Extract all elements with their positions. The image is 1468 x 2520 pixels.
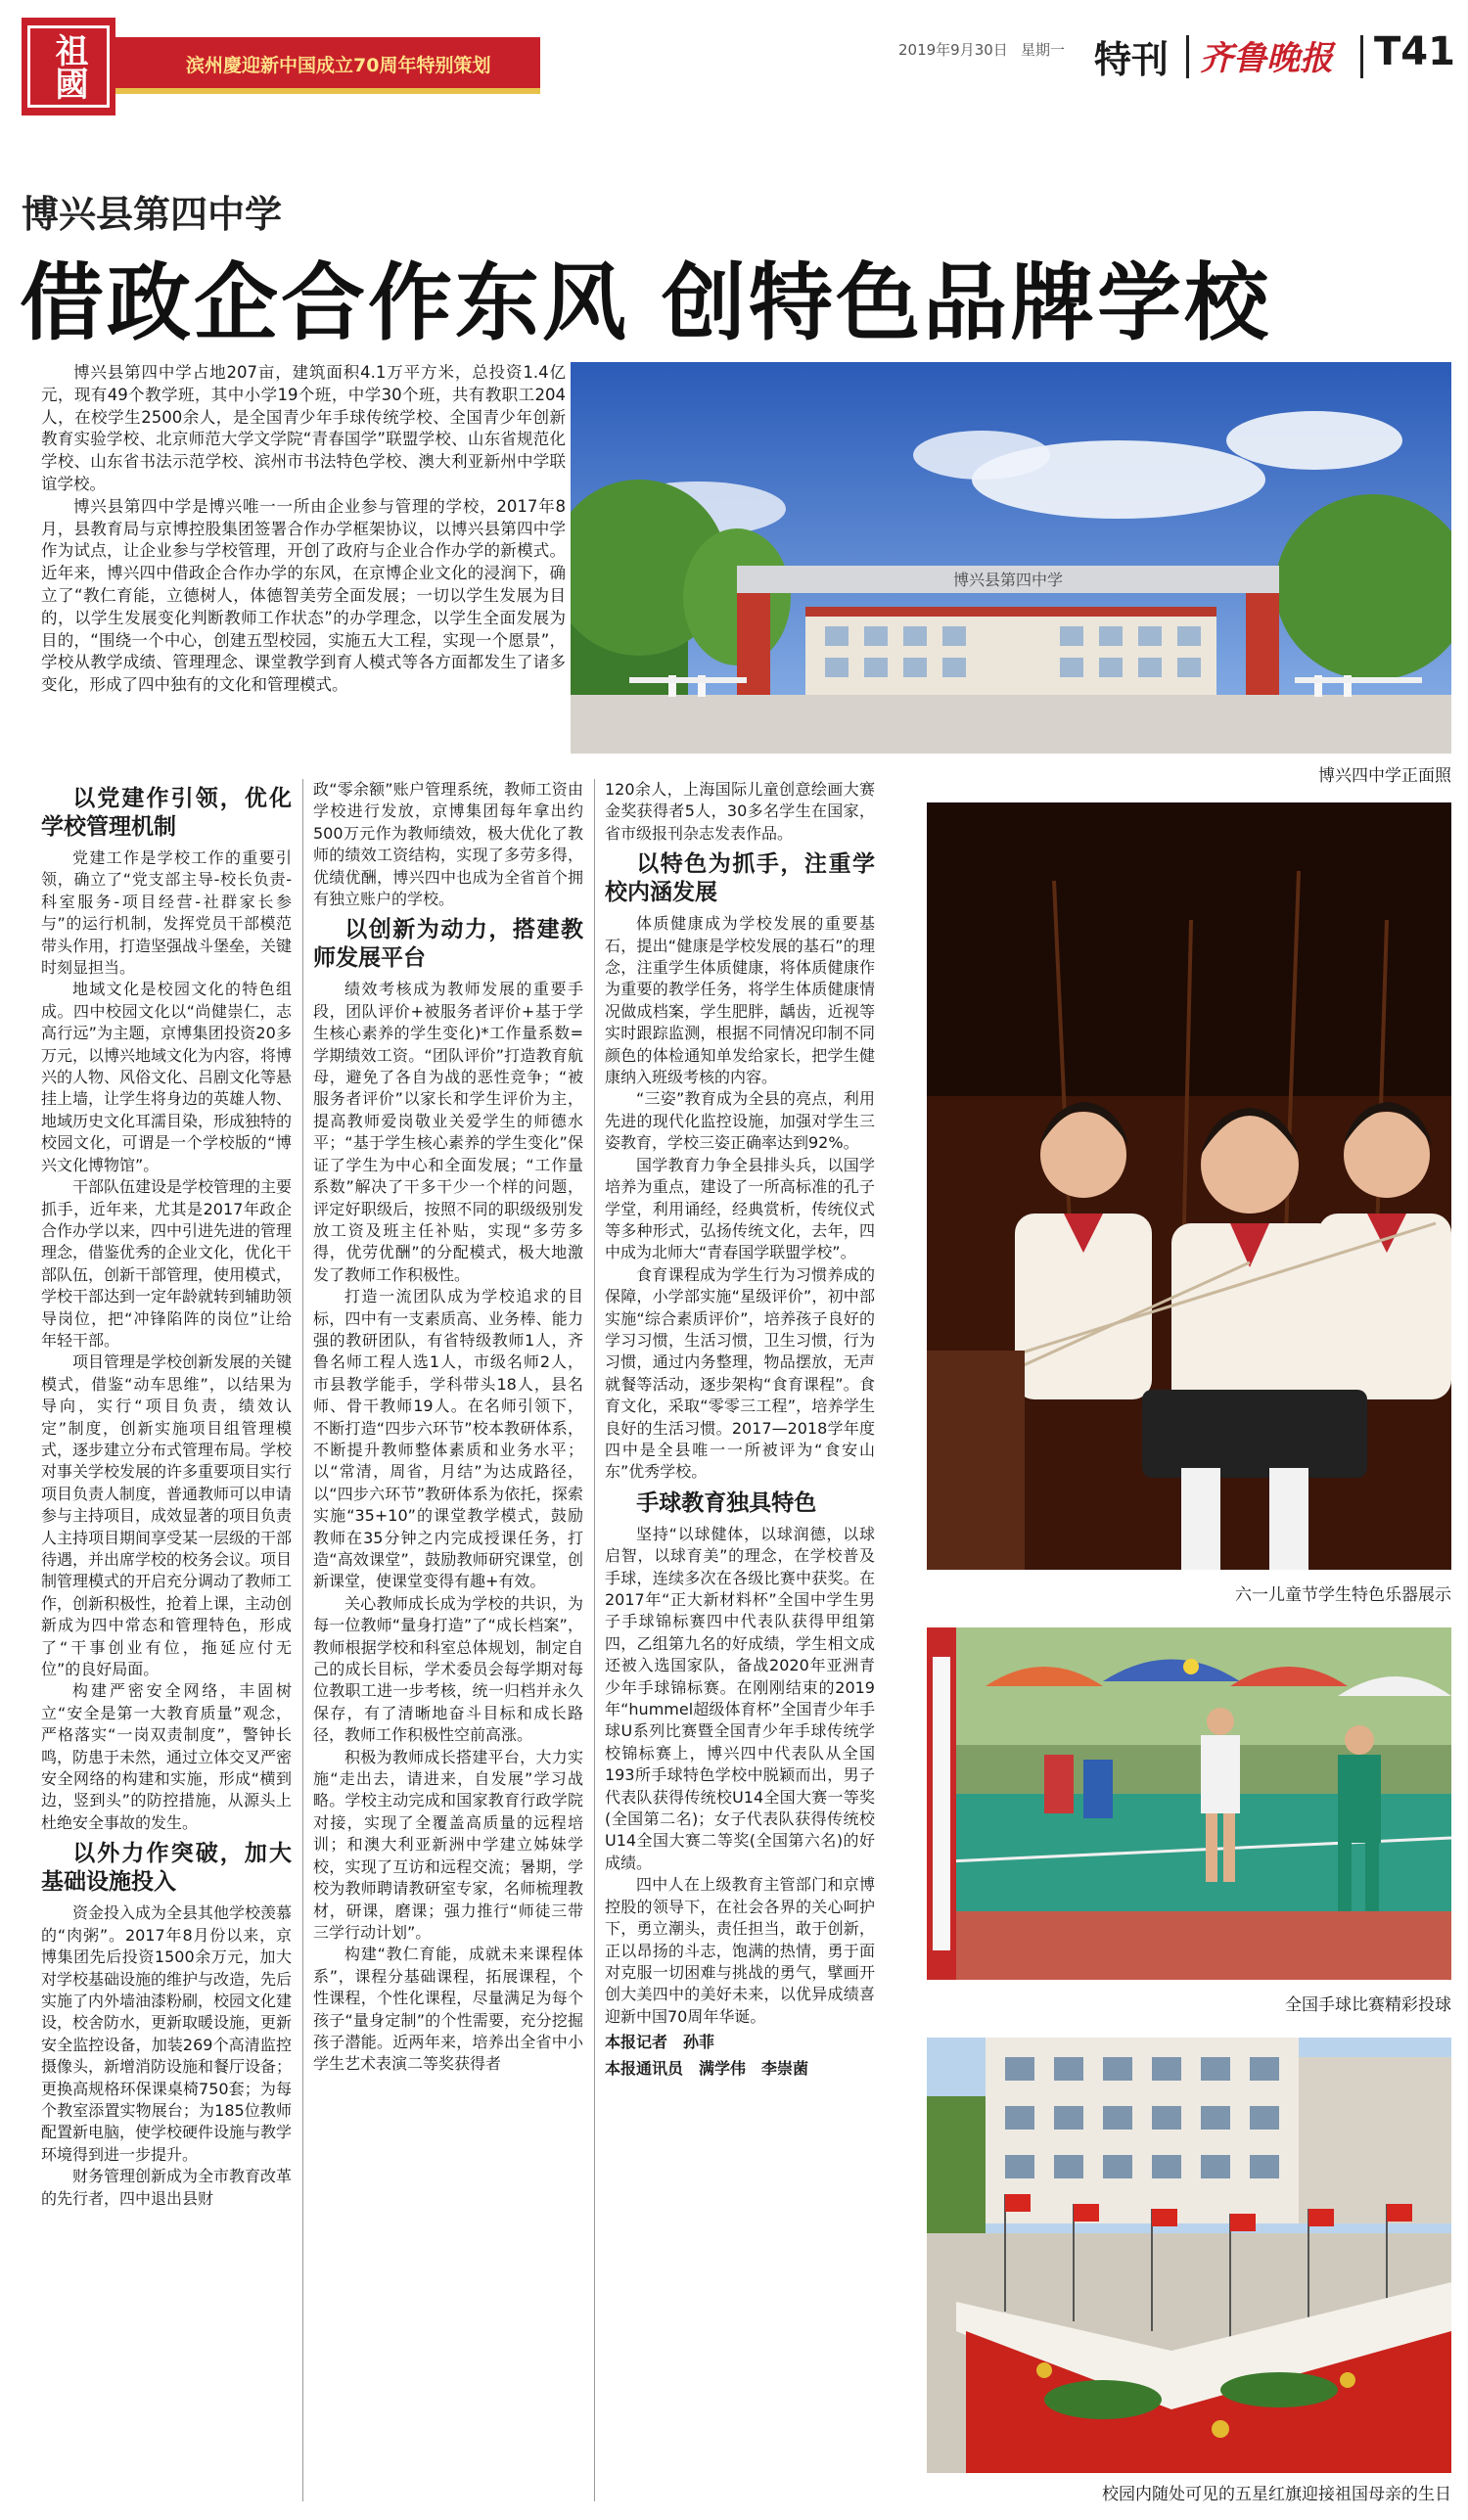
section-heading: 以创新为动力，搭建教师发展平台	[313, 917, 583, 972]
lead-paragraph: 博兴县第四中学占地207亩，建筑面积4.1万平方米，总投资1.4亿元，现有49个教学班，其中小学19个班，中学30个班，共有教职工204人，在校学生2500余人，是全国青少年手球传统学校、全国青少年创新教育实验学校、北京师范大学文学院“青春国学”联盟学校、山东省规范化学校、山东省书法示范学校、滨州市书法特色学校、澳大利亚新州中学联谊学校。	[41, 363, 566, 493]
body-paragraph: 体质健康成为学校发展的重要基石，提出“健康是学校发展的基石”的理念，注重学生体质健康，将体质健康作为重要的教学任务，将学生体质健康情况做成档案，学生肥胖，龋齿，近视等实时跟踪监测，根据不同情况印制不同颜色的体检通知单发给家长，把学生健康纳入班级考核的内容。	[605, 914, 875, 1087]
section-heading: 手球教育独具特色	[636, 1489, 817, 1516]
photo-caption: 全国手球比赛精彩投球	[1285, 1995, 1451, 2015]
body-paragraph: 党建工作是学校工作的重要引领，确立了“党支部主导-校长负责-科室服务-项目经营-社群家长参与”的运行机制，发挥党员干部模范带头作用，打造坚强战斗堡垒，关键时刻显担当。	[41, 848, 292, 978]
header-divider	[1186, 35, 1189, 78]
body-column-3	[605, 779, 875, 2501]
column-rule	[594, 779, 595, 2501]
issue-weekday: 星期一	[1021, 41, 1066, 59]
page-number: T41	[1374, 29, 1455, 74]
newspaper-name: 齐鲁晚报	[1200, 39, 1333, 78]
issue-date: 2019年9月30日	[898, 41, 1008, 59]
section-heading: 以特色为抓手，注重学校内涵发展	[605, 851, 875, 906]
body-paragraph: “三姿”教育成为全县的亮点，利用先进的现代化监控设施，加强对学生三姿教育，学校三姿正确率达到92%。	[605, 1089, 875, 1153]
lead-paragraph: 博兴县第四中学是博兴唯一一所由企业参与管理的学校，2017年8月，县教育局与京博控股集团签署合作办学框架协议，以博兴县第四中学作为试点，让企业参与学校管理，开创了政府与企业合作办学的新模式。近年来，博兴四中借政企合作办学的东风，在京博企业文化的浸润下，确立了“教仁育能，立德树人，体德智美劳全面发展；一切以学生发展为目的，以学生发展变化判断教师工作状态”的办学理念，以学生全面发展为目的，“围绕一个中心，创建五型校园，实施五大工程，实现一个愿景”，学校从教学成绩、管理理念、课堂教学到育人模式等各方面都发生了诸多变化，形成了四中独有的文化和管理模式。	[41, 496, 566, 695]
section-heading: 以党建作引领，优化学校管理机制	[41, 786, 292, 840]
body-paragraph: 坚持“以球健体，以球润德，以球启智，以球育美”的理念，在学校普及手球，连续多次在各级比赛中获奖。在2017年“正大新材料杯”全国中学生男子手球锦标赛四中代表队获得甲组第四，乙组第九名的好成绩，学生相文成还被入选国家队，备战2020年亚洲青少年手球锦标赛。在刚刚结束的2019年“hummel超级体育杯”全国青少年手球U系列比赛暨全国青少年手球传统学校锦标赛上，博兴四中代表队从全国193所手球特色学校中脱颖而出，男子代表队获得传统校U14全国大赛一等奖(全国第二名)；女子代表队获得传统校U14全国大赛二等奖(全国第六名)的好成绩。	[605, 1524, 875, 1872]
section-heading: 以外力作突破，加大基础设施投入	[41, 1841, 292, 1896]
article-lead	[41, 362, 566, 754]
anniversary-logo	[22, 18, 115, 115]
photo-caption: 六一儿童节学生特色乐器展示	[1235, 1585, 1451, 1605]
byline: 本报记者 孙菲	[605, 2033, 715, 2052]
article-subtitle: 博兴县第四中学	[22, 193, 283, 236]
body-paragraph: 资金投入成为全县其他学校羡慕的“肉粥”。2017年8月份以来，京博集团先后投资1500余万元，加大对学校基础设施的维护与改造，先后实施了内外墙油漆粉刷，校园文化建设，校舍防水，更新取暖设施，更新安全监控设备，加装269个高清监控摄像头，新增消防设施和餐厅设备；更换高规格环保课桌椅750套；为每个教室添置实物展台；为185位教师配置新电脑，使学校硬件设施与教学环境得到进一步提升。	[41, 1903, 292, 2164]
body-paragraph: 构建严密安全网络，丰固树立“安全是第一大教育质量”观念，严格落实“一岗双责制度”，警钟长鸣，防患于未然，通过立体交叉严密安全网络的构建和实施，形成“横到边，竖到头”的防控措施，从源头上杜绝安全事故的发生。	[41, 1681, 292, 1832]
photo-caption: 校园内随处可见的五星红旗迎接祖国母亲的生日	[1102, 2485, 1451, 2504]
body-paragraph: 干部队伍建设是学校管理的主要抓手，近年来，尤其是2017年政企合作办学以来，四中引进先进的管理理念，借鉴优秀的企业文化，优化干部队伍，创新干部管理，使用模式，学校干部达到一定年龄就转到辅助领导岗位，把“冲锋陷阵的岗位”让给年轻干部。	[41, 1177, 292, 1350]
body-paragraph: 政“零余额”账户管理系统，教师工资由学校进行发放，京博集团每年拿出约500万元作为教师绩效，极大优化了教师的绩效工资结构，实现了多劳多得，优绩优酬，博兴四中也成为全省首个拥有独立账户的学校。	[313, 780, 583, 909]
body-paragraph: 构建“教仁育能，成就未来课程体系”，课程分基础课程，拓展课程，个性课程，个性化课程，尽量满足为每个孩子“量身定制”的个性需要，充分挖掘孩子潜能。近两年来，培养出全省中小学生艺术表演二等奖获得者	[313, 1945, 583, 2074]
body-paragraph: 四中人在上级教育主管部门和京博控股的领导下，在社会各界的关心呵护下，勇立潮头，责任担当，敢于创新，正以昂扬的斗志，饱满的热情，勇于面对克服一切困难与挑战的勇气，擘画开创大美四中的美好未来，以优异成绩喜迎新中国70周年华诞。	[605, 1875, 875, 2026]
header-divider	[1360, 35, 1363, 78]
instrument-show-photo	[927, 802, 1451, 1570]
body-paragraph: 积极为教师成长搭建平台，大力实施“走出去，请进来，自发展”学习战略。学校主动完成和国家教育行政学院对接，实现了全覆盖高质量的远程培训；和澳大利亚新洲中学建立姊妹学校，实现了互访和远程交流；暑期，学校为教师聘请教研室专家，名师梳理教材，研课，磨课；强力推行“师徒三带三学行动计划”。	[313, 1747, 583, 1942]
special-banner	[115, 37, 540, 92]
body-paragraph: 关心教师成长成为学校的共识，为每一位教师“量身打造”了“成长档案”，教师根据学校和科室总体规划，制定自己的成长目标，学术委员会每学期对每位教职工进一步考核，统一归档并永久保存，有了清晰地奋斗目标和成长路径，教师工作积极性空前高涨。	[313, 1593, 583, 1745]
school-front-photo	[571, 362, 1451, 754]
section-label: 特刊	[1094, 38, 1170, 81]
body-paragraph: 120余人，上海国际儿童创意绘画大赛金奖获得者5人，30多名学生在国家，省市级报刊杂志发表作品。	[605, 780, 875, 843]
byline: 本报通讯员 满学伟 李崇菌	[605, 2058, 809, 2078]
body-paragraph: 地域文化是校园文化的特色组成。四中校园文化以“尚健崇仁，志高行远”为主题，京博集团投资20多万元，以博兴地域文化为内容，将博兴的人物、风俗文化、吕剧文化等悬挂上墙，让学生将身边的英雄人物、地域历史文化耳濡目染，形成独特的校园文化，可谓是一个学校版的“博兴文化博物馆”。	[41, 980, 292, 1174]
school-sign-text: 博兴县第四中学	[952, 571, 1064, 589]
photo-caption: 博兴四中学正面照	[1318, 766, 1451, 786]
body-paragraph: 项目管理是学校创新发展的关键模式，借鉴“动车思维”，以结果为导向，实行“项目负责，绩效认定”制度，创新实施项目组管理模式，逐步建立分布式管理布局。学校对事关学校发展的许多重要项目实行项目负责人制度，普通教师可以申请参与主持项目，成效显著的项目负责人主持项目期间享受某一层级的干部待遇，并出席学校的校务会议。项目制管理模式的开启充分调动了教师工作，创新积极性，抢着上课，主动创新成为四中常态和管理特色，形成了“干事创业有位，拖延应付无位”的良好局面。	[41, 1352, 292, 1679]
body-column-2	[313, 779, 583, 2501]
handball-photo	[927, 1627, 1451, 1980]
column-rule	[302, 779, 303, 2501]
campus-flags-photo	[927, 2038, 1451, 2473]
body-paragraph: 绩效考核成为教师发展的重要手段，团队评价+被服务者评价+基于学生核心素养的学生变化)*工作量系数=学期绩效工资。“团队评价”打造教育航母，避免了各自为战的恶性竞争；“被服务者评价”以家长和学生评价为主，提高教师爱岗敬业关爱学生的师德水平；“基于学生核心素养的学生变化”保证了学生为中心和全面发展；“工作量系数”解决了干多干少一个样的问题，评定好职级后，按照不同的职级级别发放工资及班主任补贴，实现“多劳多得，优劳优酬”的分配模式，极大地激发了教师工作积极性。	[313, 980, 583, 1284]
banner-text: 滨州慶迎新中国成立70周年特别策划	[186, 55, 491, 76]
logo-seal: 祖國	[27, 25, 110, 108]
body-paragraph: 国学教育力争全县排头兵，以国学培养为重点，建设了一所高标准的孔子学堂，利用诵经，经典赏析，传统仪式等多种形式，弘扬传统文化，去年，四中成为北师大“青春国学联盟学校”。	[605, 1155, 875, 1262]
body-paragraph: 食育课程成为学生行为习惯养成的保障，小学部实施“星级评价”，初中部实施“综合素质评价”，培养孩子良好的学习习惯，生活习惯，卫生习惯，行为习惯，通过内务整理，物品摆放，无声就餐等活动，逐步架构“食育课程”。食育文化，采取“零零三工程”，培养学生良好的生活习惯。2017—2018学年度四中是全县唯一一所被评为“食安山东”优秀学校。	[605, 1264, 875, 1482]
body-paragraph: 打造一流团队成为学校追求的目标，四中有一支素质高、业务棒、能力强的教研团队，有省特级教师1人，齐鲁名师工程人选1人，市级名师2人，市县教学能手，学科带头18人，县名师、骨干教师19人。在名师引领下，不断打造“四步六环节”校本教研体系，不断提升教师整体素质和业务水平；以“常清，周省，月结”为达成路径，以“四步六环节”教研体系为依托，探索实施“35+10”的课堂教学模式，鼓励教师在35分钟之内完成授课任务，打造“高效课堂”，鼓励教师研究课堂，创新课堂，使课堂变得有趣+有效。	[313, 1287, 583, 1591]
article-title: 借政企合作东风 创特色品牌学校	[20, 254, 1271, 352]
banner-stripe	[115, 88, 540, 94]
body-paragraph: 财务管理创新成为全市教育改革的先行者，四中退出县财	[41, 2167, 292, 2208]
body-column-1	[41, 779, 292, 2501]
